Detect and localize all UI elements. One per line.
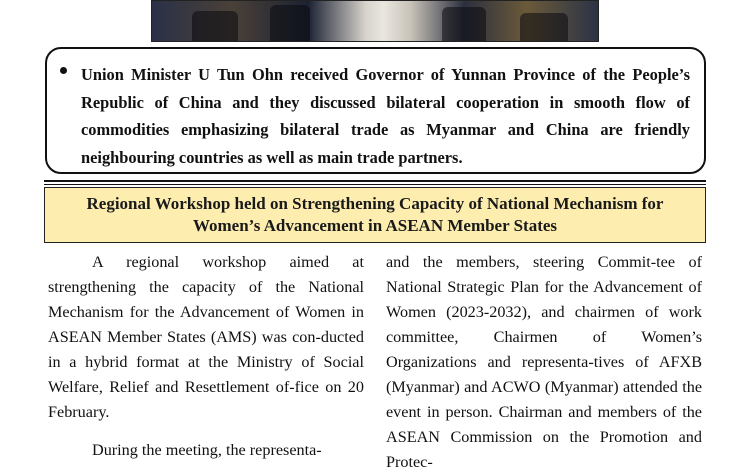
highlight-box (45, 47, 706, 174)
headline-line-1: Regional Workshop held on Strengthening Capacity of National Mechanism for (86, 193, 664, 213)
paragraph: and the members, steering Commit-tee of National Strategic Plan for the Advancement of Women (2023-2032), and chairmen of work committee, Chairmen of Women’s Organizations and representa-tives of AFXB (Myanmar) and ACWO (Myanmar) attended the event in person. Chairman and members of the ASEAN Commission on the Promotion and Protec- (386, 253, 702, 471)
photo-figure (520, 13, 568, 41)
article-column-left (48, 250, 364, 463)
photo-figure (192, 11, 238, 41)
photo-figure (442, 7, 486, 41)
divider (44, 180, 706, 182)
article-column-right (386, 250, 702, 475)
article-headline (50, 193, 700, 238)
bullet-text: Union Minister U Tun Ohn received Governor of Yunnan Province of the People’s Republic of China and they discussed bilateral cooperation in smooth flow of commodities emphasizing bilateral trade as Myanmar and China are friendly neighbouring countries as well as main trade partners. (81, 65, 690, 167)
headline-line-2: Women’s Advancement in ASEAN Member States (192, 216, 558, 235)
photo-figure (270, 5, 310, 41)
paragraph: A regional workshop aimed at strengthening the capacity of the National Mechanism for the Advancement of Women in ASEAN Member States (AMS) was con-ducted in a hybrid format at the Ministry of Social Welfare, Relief and Resettlement of-fice on 20 February. (48, 253, 364, 421)
article-headline-box (44, 187, 706, 243)
divider (44, 184, 706, 185)
bullet-icon (60, 67, 67, 74)
news-photo (151, 0, 599, 42)
paragraph: During the meeting, the representa- (92, 441, 322, 459)
